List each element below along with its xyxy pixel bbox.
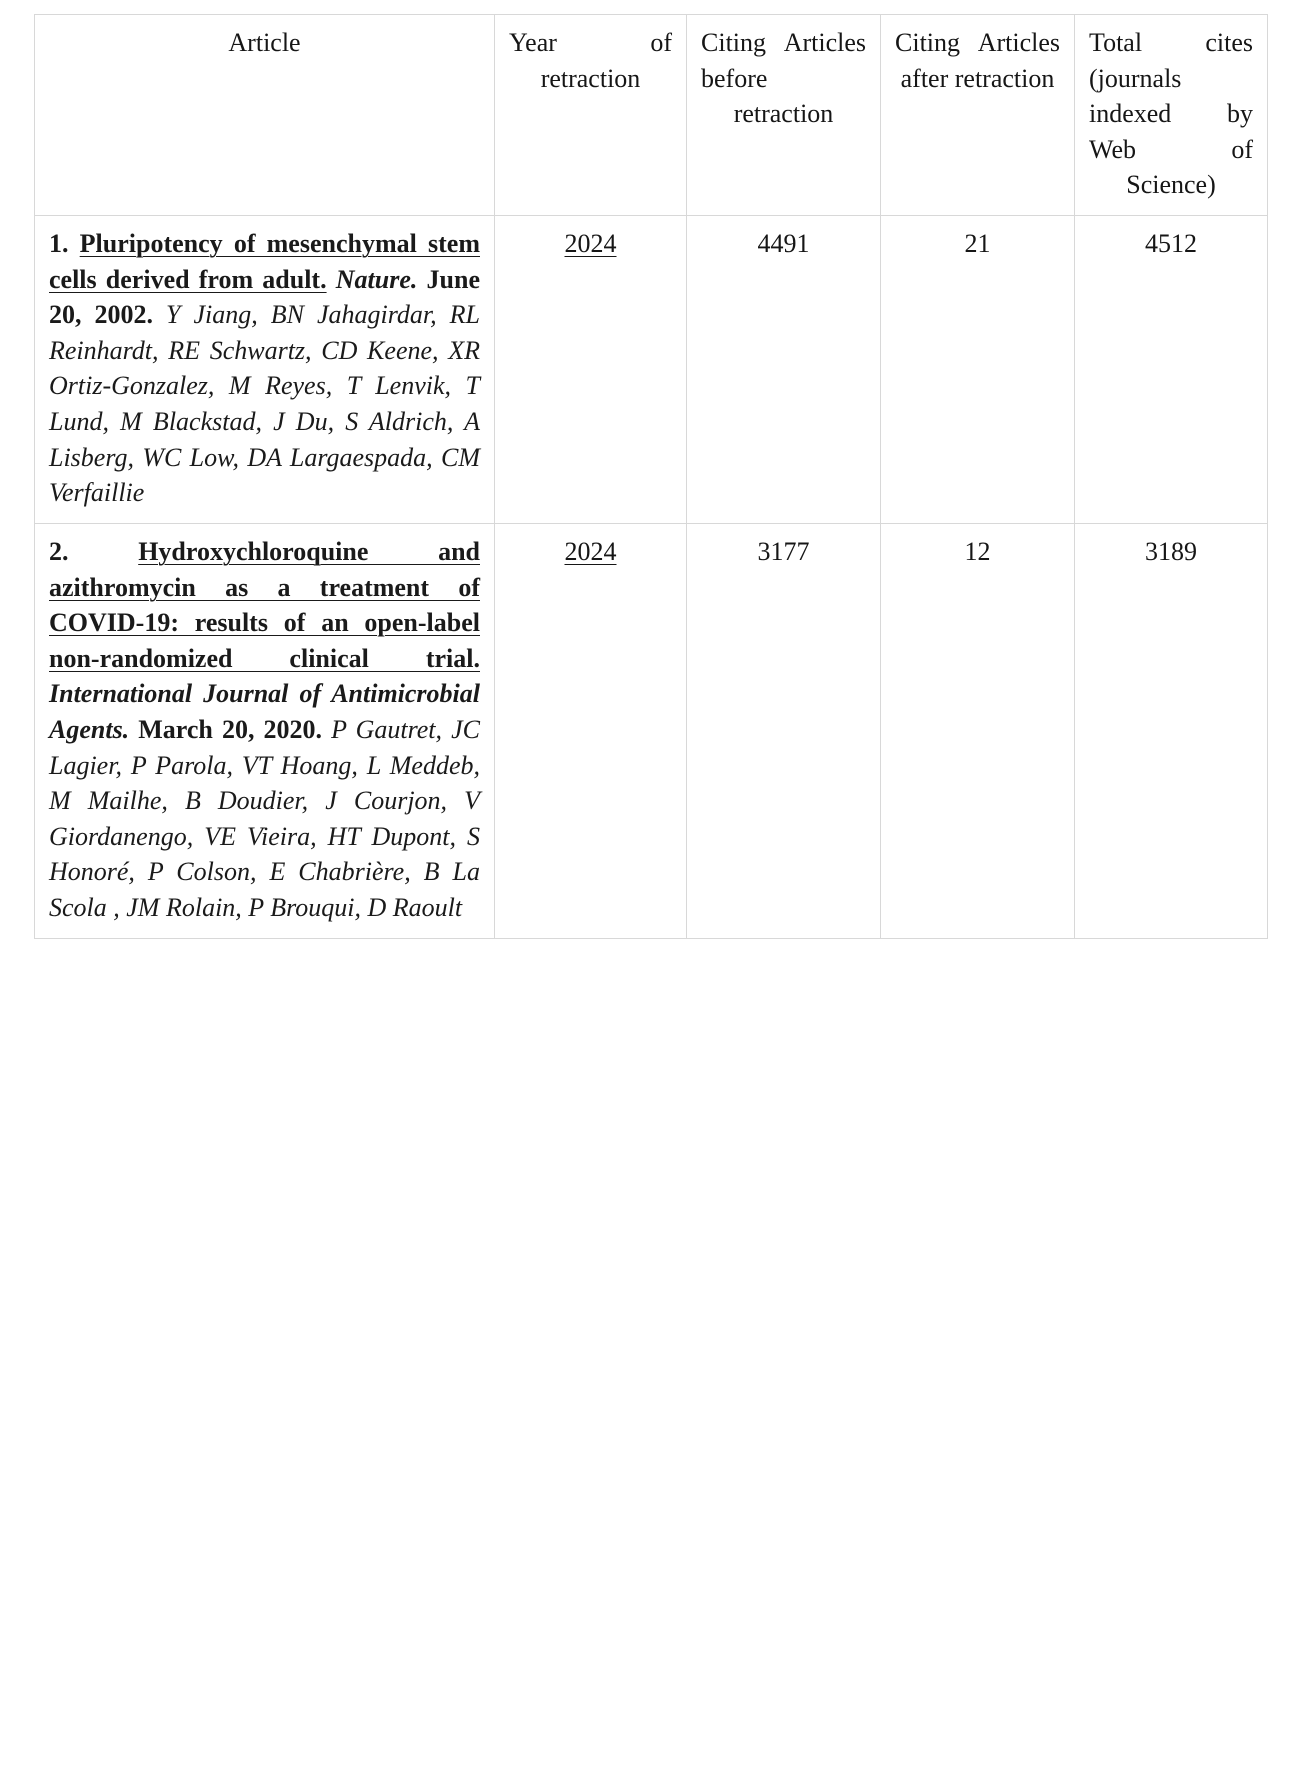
article-journal: Nature. <box>335 264 418 294</box>
table-header-row <box>35 15 1268 216</box>
article-journal: International Journal of Antimicrobial Agents. <box>49 679 480 744</box>
article-title-link[interactable]: Pluripotency of mesenchymal stem cells derived from adult. <box>49 229 480 294</box>
retracted-articles-table <box>34 14 1268 939</box>
table-body <box>35 216 1268 939</box>
total-cites-cell: 4512 <box>1075 216 1268 524</box>
citing-before-cell: 3177 <box>687 523 881 938</box>
column-header-year-of-retraction: Year of retraction <box>495 15 687 216</box>
column-header-citing-after: Citing Articles after retraction <box>881 15 1075 216</box>
column-header-article: Article <box>35 15 495 216</box>
article-citation-cell <box>35 523 495 938</box>
year-of-retraction-cell <box>495 523 687 938</box>
citing-after-cell: 12 <box>881 523 1075 938</box>
article-authors: P Gautret, JC Lagier, P Parola, VT Hoang, L Meddeb, M Mailhe, B Doudier, J Courjon, V Giordanengo, VE Vieira, HT Dupont, S Honoré, P Colson, E Chabrière, B La Scola , JM Rolain, P Brouqui, D Raoult <box>49 714 480 923</box>
table-row <box>35 523 1268 938</box>
citing-after-cell: 21 <box>881 216 1075 524</box>
article-index: 2. <box>49 536 69 566</box>
year-of-retraction-value: 2024 <box>564 229 617 259</box>
article-date: March 20, 2020. <box>138 714 323 744</box>
article-title-link[interactable]: Hydroxychloroquine and azithromycin as a treatment of COVID-19: results of an open-label non-randomized clinical trial. <box>49 536 480 673</box>
article-citation-cell <box>35 216 495 524</box>
column-header-citing-before: Citing Articles before retraction <box>687 15 881 216</box>
total-cites-cell: 3189 <box>1075 523 1268 938</box>
article-authors: Y Jiang, BN Jahagirdar, RL Reinhardt, RE Schwartz, CD Keene, XR Ortiz-Gonzalez, M Reyes, T Lenvik, T Lund, M Blackstad, J Du, S Aldrich, A Lisberg, WC Low, DA Largaespada, CM Verfaillie <box>49 300 481 508</box>
article-date: June 20, 2002. <box>49 264 481 330</box>
column-header-total-cites: Total cites (journals indexed by Web of Science) <box>1075 15 1268 216</box>
year-of-retraction-cell <box>495 216 687 524</box>
article-index: 1. <box>49 229 69 259</box>
year-of-retraction-value: 2024 <box>564 536 617 566</box>
table-row <box>35 216 1268 524</box>
table-header <box>35 15 1268 216</box>
citing-before-cell: 4491 <box>687 216 881 524</box>
